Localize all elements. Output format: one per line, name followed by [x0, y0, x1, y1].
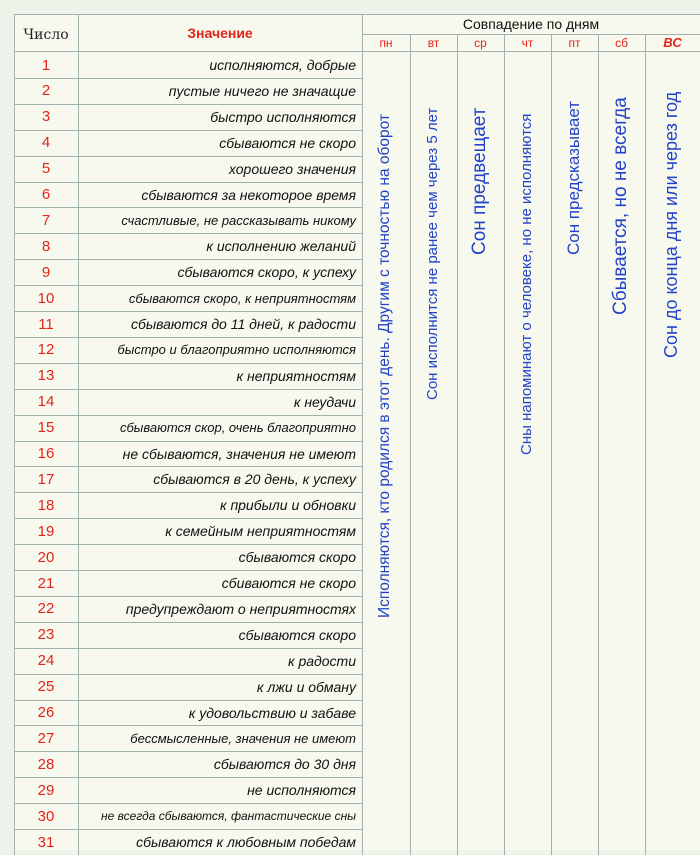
number-column-header: Число — [23, 27, 69, 43]
row-number: 2 — [41, 82, 51, 100]
row-number: 8 — [41, 237, 51, 255]
row-number: 12 — [37, 341, 55, 359]
grid-line — [551, 34, 552, 855]
row-number: 28 — [37, 755, 55, 773]
row-meaning: к радости — [287, 652, 356, 669]
row-meaning: не сбываются, значения не имеют — [122, 445, 356, 462]
row-meaning: не исполняются — [247, 782, 356, 799]
row-number: 29 — [37, 781, 55, 799]
row-meaning: сбываются скоро, к неприятностям — [128, 290, 356, 306]
row-meaning: сбываются скоро, к успеху — [177, 264, 356, 281]
meaning-column-header: Значение — [187, 25, 253, 41]
row-meaning: быстро исполняются — [210, 108, 356, 125]
row-meaning: к семейным неприятностям — [165, 523, 356, 540]
row-meaning: к лжи и обману — [256, 678, 356, 695]
row-meaning: к неприятностям — [236, 367, 356, 384]
row-meaning: сбываются скор, очень благоприятно — [119, 420, 356, 436]
row-meaning: сбываются не скоро — [219, 134, 356, 151]
day-meaning-thu: Сны напоминают о человеке, но не исполняются — [517, 113, 535, 455]
row-meaning: сбываются до 11 дней, к радости — [130, 316, 356, 332]
row-meaning: к прибыли и обновки — [219, 497, 356, 514]
row-number: 15 — [37, 419, 55, 437]
row-number: 3 — [41, 108, 51, 126]
row-meaning: к исполнению желаний — [206, 238, 356, 255]
row-number: 24 — [37, 652, 55, 670]
days-match-header: Совпадение по дням — [462, 16, 600, 32]
row-number: 11 — [38, 315, 54, 333]
row-number: 14 — [37, 393, 55, 411]
row-number: 25 — [37, 678, 55, 696]
day-meaning-mon: Исполняются, кто родился в этот день. Другим с точностью на оборот — [376, 113, 394, 618]
row-number: 7 — [41, 211, 51, 229]
row-meaning: предупреждают о неприятностях — [125, 600, 356, 617]
grid-line — [645, 34, 646, 855]
day-header-mon: пн — [379, 35, 393, 50]
row-meaning: не всегда сбываются, фантастические сны — [101, 809, 356, 824]
row-meaning: счастливые, не рассказывать никому — [121, 212, 356, 228]
row-meaning: сбываются скоро — [238, 549, 356, 566]
row-number: 19 — [37, 522, 55, 540]
row-meaning: сбываются скоро — [238, 626, 356, 643]
day-meaning-wed: Сон предвещает — [468, 107, 490, 255]
day-header-tue: вт — [427, 35, 440, 50]
day-header-sun: ВС — [663, 35, 682, 50]
row-meaning: хорошего значения — [228, 160, 356, 177]
row-number: 22 — [37, 600, 55, 618]
row-number: 1 — [41, 56, 51, 74]
row-meaning: сбываются до 30 дня — [213, 756, 356, 773]
row-number: 27 — [37, 729, 55, 747]
row-meaning: сбиваются не скоро — [221, 575, 356, 591]
day-header-wed: ср — [474, 35, 487, 50]
day-meaning-tue: Сон исполнится не ранее чем через 5 лет — [423, 107, 441, 400]
row-meaning: быстро и благоприятно исполняются — [117, 342, 356, 358]
row-number: 30 — [37, 807, 55, 825]
row-number: 26 — [37, 704, 55, 721]
day-header-sat: сб — [615, 35, 628, 50]
row-number: 18 — [37, 496, 55, 514]
row-number: 5 — [41, 160, 51, 178]
day-meaning-sat: Сбывается, но не всегда — [609, 97, 631, 315]
day-meaning-sun: Сон до конца дня или через год — [661, 91, 682, 358]
row-number: 10 — [37, 289, 55, 307]
row-meaning: сбываются за некоторое время — [141, 186, 356, 203]
row-number: 20 — [37, 548, 55, 566]
row-number: 23 — [37, 626, 55, 644]
row-number: 17 — [37, 470, 55, 488]
row-number: 6 — [41, 186, 51, 203]
row-meaning: сбываются к любовным победам — [136, 834, 356, 850]
grid-line — [504, 34, 505, 855]
day-header-fri: пт — [568, 35, 581, 50]
row-meaning: бессмысленные, значения не имеют — [130, 730, 356, 746]
row-number: 9 — [41, 263, 51, 281]
row-number: 13 — [37, 367, 55, 385]
day-header-thu: чт — [521, 35, 534, 50]
grid-line — [457, 34, 458, 855]
grid-line — [78, 14, 79, 855]
row-meaning: исполняются, добрые — [209, 57, 356, 73]
grid-line — [410, 34, 411, 855]
row-meaning: сбываются в 20 день, к успеху — [153, 471, 356, 488]
day-meaning-fri: Сон предсказывает — [563, 100, 583, 255]
row-meaning: пустые ничего не значащие — [168, 82, 356, 99]
row-number: 31 — [37, 833, 55, 851]
row-number: 21 — [37, 574, 55, 592]
grid-line — [362, 14, 363, 855]
row-meaning: к удовольствию и забаве — [188, 704, 356, 721]
row-number: 16 — [37, 445, 55, 462]
grid-line — [598, 34, 599, 855]
row-number: 4 — [41, 134, 51, 152]
row-meaning: к неудачи — [293, 393, 356, 410]
